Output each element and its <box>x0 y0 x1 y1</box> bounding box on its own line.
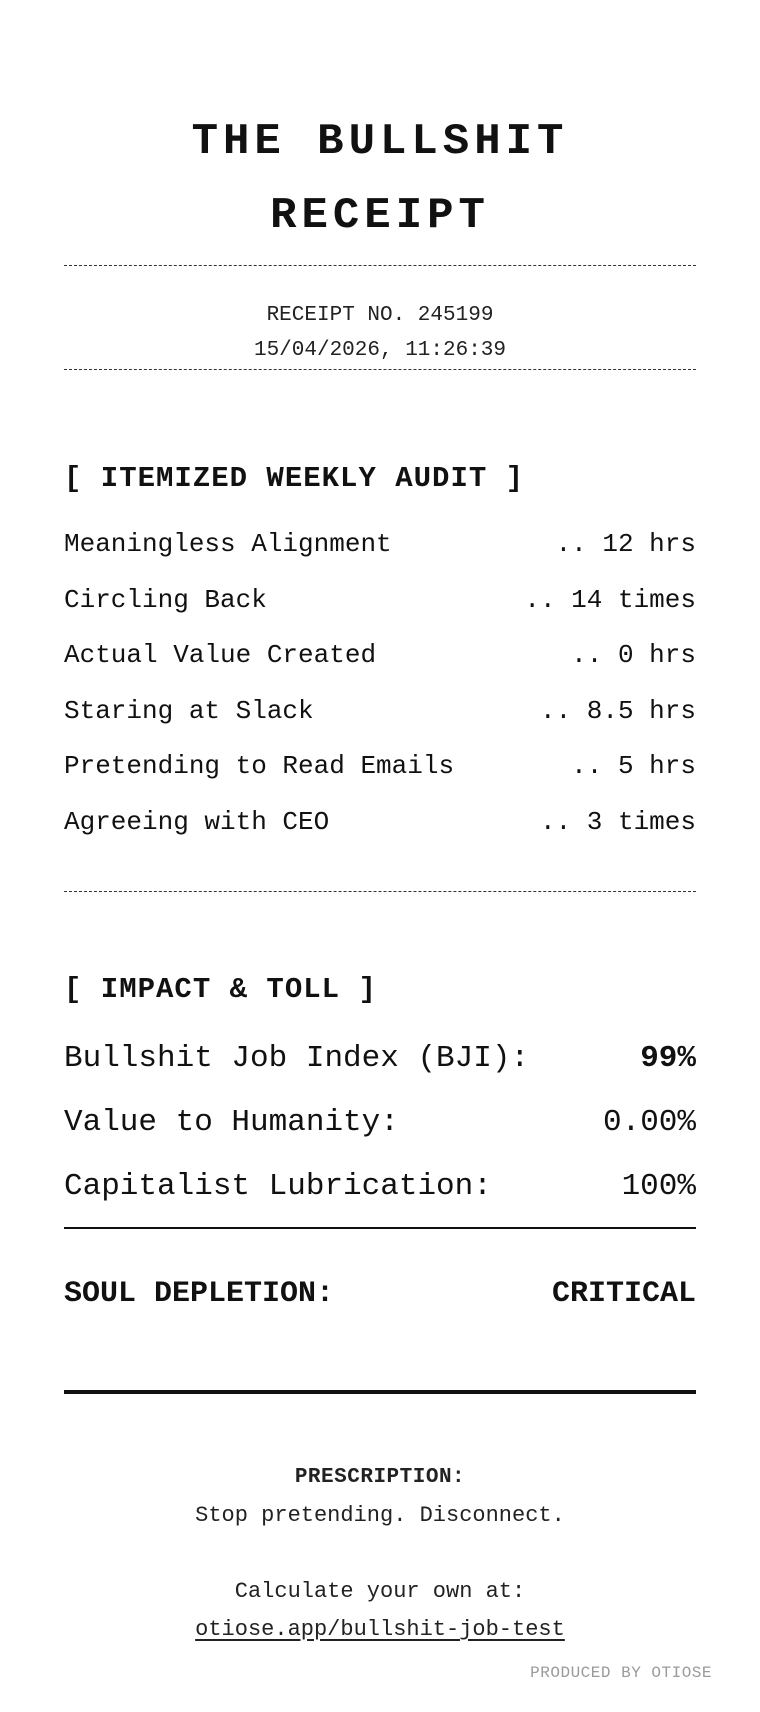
audit-item-label: Circling Back <box>64 584 267 615</box>
audit-item-value: .. 0 hrs <box>571 640 696 670</box>
receipt-title-line1: THE BULLSHIT <box>191 117 569 167</box>
impact-list <box>64 1027 696 1219</box>
audit-row <box>64 795 696 851</box>
audit-row <box>64 628 696 684</box>
audit-row <box>64 517 696 573</box>
calculate-text: Calculate your own at: <box>234 1579 526 1604</box>
impact-item-label: Bullshit Job Index (BJI): <box>64 1041 530 1076</box>
audit-item-value: .. 5 hrs <box>571 751 696 781</box>
audit-item-label: Agreeing with CEO <box>64 806 330 837</box>
impact-row-value-to-humanity <box>64 1091 696 1155</box>
impact-item-value: 99% <box>640 1041 696 1076</box>
audit-item-value: .. 3 times <box>539 806 696 837</box>
audit-item-label: Staring at Slack <box>64 695 314 726</box>
impact-item-value: 0.00% <box>602 1105 696 1140</box>
audit-row <box>64 684 696 740</box>
audit-item-value: .. 12 hrs <box>555 529 696 559</box>
receipt-footer <box>64 1463 696 1645</box>
prescription-text: Stop pretending. Disconnect. <box>195 1503 565 1528</box>
receipt-title-line2: RECEIPT <box>270 191 490 241</box>
prescription-label: PRESCRIPTION: <box>294 1466 466 1489</box>
audit-item-value: .. 8.5 hrs <box>539 695 696 726</box>
receipt-datetime: 15/04/2026, 11:26:39 <box>253 339 507 362</box>
impact-item-value: 100% <box>621 1169 696 1204</box>
audit-item-label: Pretending to Read Emails <box>64 751 455 781</box>
soul-depletion-row <box>64 1274 696 1314</box>
solid-divider <box>64 1227 696 1229</box>
dashed-divider <box>64 891 696 892</box>
impact-heading: [ IMPACT & TOLL ] <box>64 973 377 1006</box>
thick-divider <box>64 1390 696 1394</box>
audit-item-label: Actual Value Created <box>64 640 377 670</box>
receipt-title <box>64 0 696 253</box>
bullshit-job-test-link[interactable]: otiose.app/bullshit-job-test <box>195 1617 565 1642</box>
receipt <box>64 0 696 1645</box>
impact-item-label: Value to Humanity: <box>64 1105 399 1140</box>
soul-depletion-label: SOUL DEPLETION: <box>64 1277 335 1311</box>
receipt-meta <box>64 266 696 369</box>
impact-item-label: Capitalist Lubrication: <box>64 1169 492 1204</box>
audit-heading: [ ITEMIZED WEEKLY AUDIT ] <box>64 462 525 495</box>
receipt-number: RECEIPT NO. 245199 <box>266 304 494 327</box>
audit-item-label: Meaningless Alignment <box>64 529 392 559</box>
audit-item-value: .. 14 times <box>524 584 696 615</box>
audit-row <box>64 739 696 795</box>
soul-depletion-value: CRITICAL <box>551 1277 696 1311</box>
impact-row-bji <box>64 1027 696 1091</box>
produced-by-credit: PRODUCED BY OTIOSE <box>530 1664 712 1682</box>
audit-list <box>64 517 696 850</box>
audit-row <box>64 573 696 629</box>
dashed-divider <box>64 369 696 370</box>
impact-row-capitalist-lubrication <box>64 1155 696 1219</box>
